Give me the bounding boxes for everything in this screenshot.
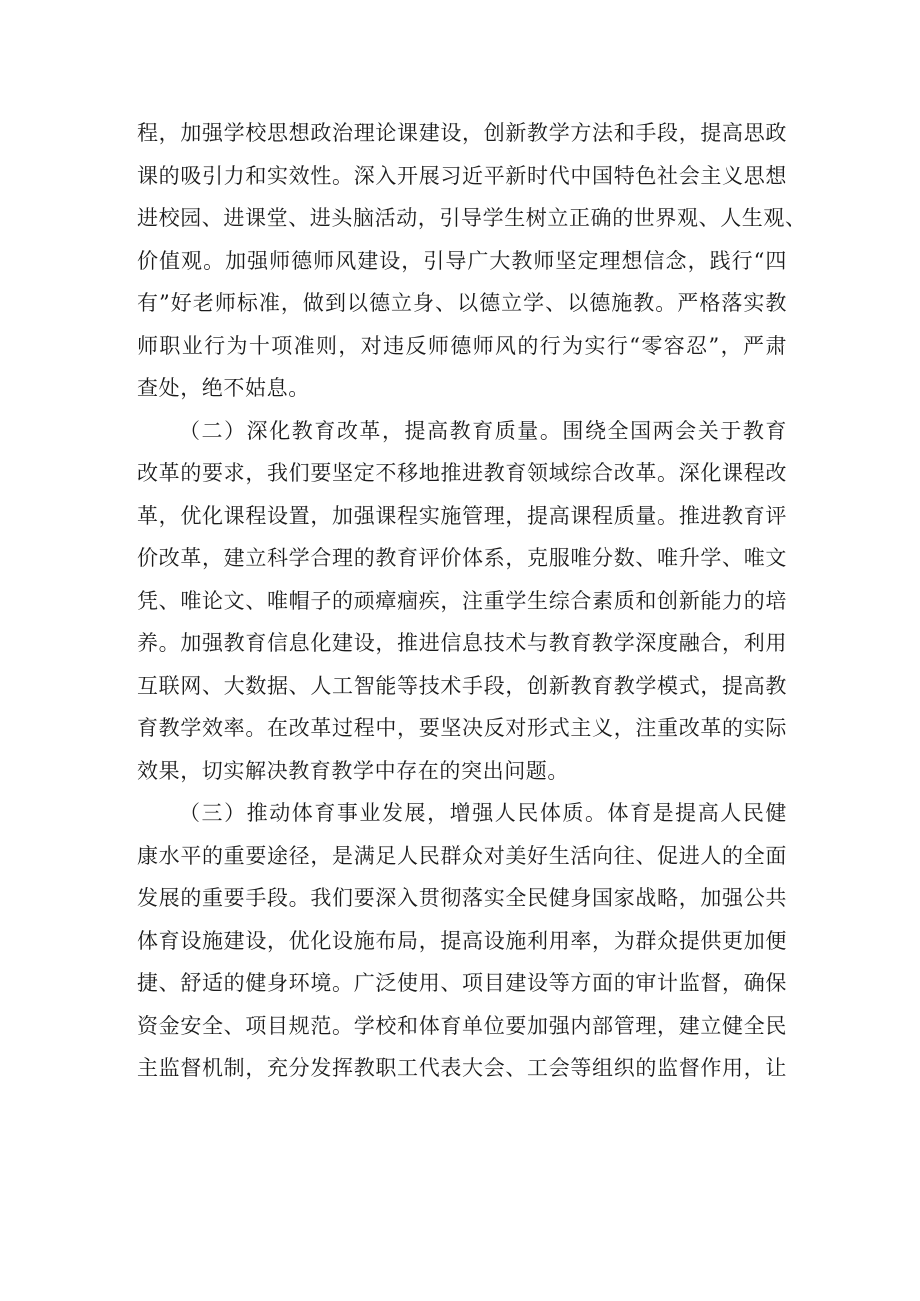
text-line: 程，加强学校思想政治理论课建设，创新教学方法和手段，提高思政 [137,121,787,145]
document-body [137,112,807,1090]
text-line: 价改革，建立科学合理的教育评价体系，克服唯分数、唯升学、唯文 [137,546,787,570]
text-line: 康水平的重要途径，是满足人民群众对美好生活向往、促进人的全面 [137,843,787,868]
paragraph-1 [137,112,807,410]
text-line: 查处，绝不姑息。 [137,376,310,400]
paragraph-3 [137,792,787,1090]
text-line: 养。加强教育信息化建设，推进信息技术与教育教学深度融合，利用 [137,631,787,655]
text-line: 价值观。加强师德师风建设，引导广大教师坚定理想信念，践行“四 [137,248,787,273]
text-line: 改革的要求，我们要坚定不移地推进教育领域综合改革。深化课程改 [137,461,787,485]
text-line: 效果，切实解决教育教学中存在的突出问题。 [137,758,569,783]
text-line: 育教学效率。在改革过程中，要坚决反对形式主义，注重改革的实际 [137,716,787,740]
text-line: 资金安全、项目规范。学校和体育单位要加强内部管理，建立健全民 [137,1013,787,1038]
text-line: 捷、舒适的健身环境。广泛使用、项目建设等方面的审计监督，确保 [137,971,787,995]
text-line: 革，优化课程设置，加强课程实施管理，提高课程质量。推进教育评 [137,503,787,528]
text-line: 师职业行为十项准则，对违反师德师风的行为实行“零容忍”，严肃 [137,333,787,358]
text-line: （三）推动体育事业发展，增强人民体质。体育是提高人民健 [179,801,787,825]
text-line: 有”好老师标准，做到以德立身、以德立学、以德施教。严格落实教 [137,291,787,315]
text-line: 课的吸引力和实效性。深入开展习近平新时代中国特色社会主义思想 [137,163,787,188]
text-line: 凭、唯论文、唯帽子的顽瘴痼疾，注重学生综合素质和创新能力的培 [137,588,787,613]
text-line: 互联网、大数据、人工智能等技术手段，创新教育教学模式，提高教 [137,673,787,698]
text-line: 体育设施建设，优化设施布局，提高设施利用率，为群众提供更加便 [137,928,787,953]
paragraph-2 [137,410,787,793]
text-line: （二）深化教育改革，提高教育质量。围绕全国两会关于教育 [179,418,787,443]
text-line: 主监督机制，充分发挥教职工代表大会、工会等组织的监督作用，让 [137,1056,787,1080]
text-line: 进校园、进课堂、进头脑活动，引导学生树立正确的世界观、人生观、 [137,206,807,230]
text-line: 发展的重要手段。我们要深入贯彻落实全民健身国家战略，加强公共 [137,886,787,910]
